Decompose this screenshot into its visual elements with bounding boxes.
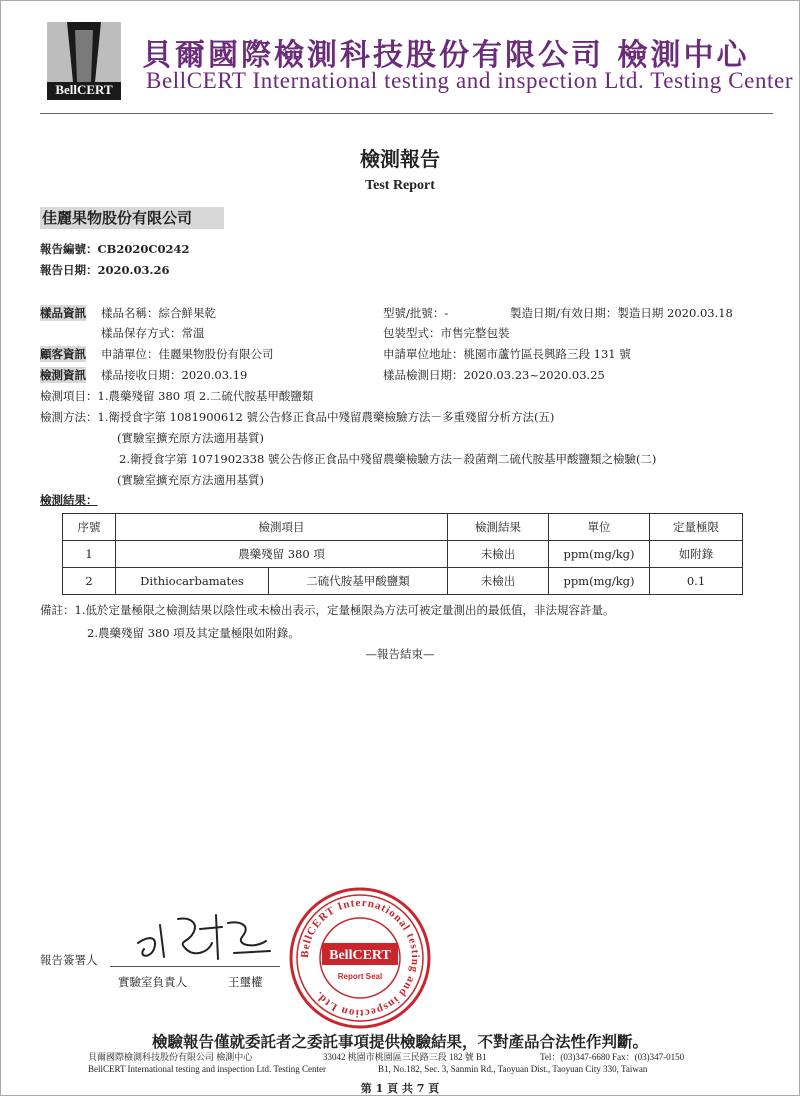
row1-no: 1	[63, 541, 116, 568]
header-no: 序號	[63, 514, 116, 541]
svg-text:Report Seal: Report Seal	[337, 972, 383, 981]
signer-role: 實驗室負責人	[118, 975, 187, 989]
report-number	[40, 241, 190, 257]
report-title-zh: 檢測報告	[360, 147, 440, 171]
row1-unit: ppm(mg/kg)	[549, 541, 650, 568]
applicant: 申請單位：佳麗果物股份有限公司	[101, 347, 274, 361]
customer-section-label: 顧客資訊	[40, 347, 86, 361]
company-name-en: BellCERT International testing and inspection Ltd. Testing Center	[146, 68, 794, 93]
header-item: 檢測項目	[116, 514, 448, 541]
report-title-en: Test Report	[365, 178, 435, 193]
bellcert-logo	[47, 22, 121, 100]
footer-address-en: B1, No.182, Sec. 3, Sanmin Rd., Taoyuan Dist., Taoyuan City 330, Taiwan	[378, 1064, 648, 1074]
header-unit: 單位	[549, 514, 650, 541]
table-header-row	[63, 514, 743, 541]
report-number-value: CB2020C0242	[97, 242, 190, 256]
row1-item: 農藥殘留 380 項	[116, 541, 448, 568]
report-date-label: 報告日期：	[40, 263, 98, 277]
page-number: 第 1 頁 共 7 頁	[360, 1082, 440, 1095]
row2-unit: ppm(mg/kg)	[549, 568, 650, 595]
client-name: 佳麗果物股份有限公司	[40, 207, 224, 229]
signer-label: 報告簽署人	[40, 953, 98, 967]
applicant-address: 申請單位地址：桃園市蘆竹區長興路三段 131 號	[383, 347, 631, 361]
test-items: 檢測項目：1.農藥殘留 380 項 2.二硫代胺基甲酸鹽類	[40, 389, 314, 403]
report-end: —報告結束—	[365, 647, 435, 661]
sample-name: 樣品名稱：綜合鮮果乾	[101, 306, 216, 320]
handwritten-signature	[130, 905, 280, 965]
sample-section-label: 樣品資訊	[40, 306, 86, 320]
bellcert-report-seal	[289, 887, 431, 1029]
table-row	[63, 541, 743, 568]
row2-item-en: Dithiocarbamates	[116, 568, 269, 595]
test-method-2: 2.衛授食字第 1071902338 號公告修正食品中殘留農藥檢驗方法－殺菌劑二硫代胺基甲酸鹽類之檢驗(二)	[119, 452, 657, 466]
test-method-2-note: (實驗室擴充原方法適用基質)	[117, 473, 264, 487]
row2-result: 未檢出	[448, 568, 549, 595]
header-divider	[40, 113, 773, 114]
sample-model: 型號/批號：-	[383, 306, 449, 320]
row1-result: 未檢出	[448, 541, 549, 568]
test-section-label: 檢測資訊	[40, 368, 86, 382]
company-name-zh: 貝爾國際檢測科技股份有限公司 檢測中心	[142, 38, 750, 73]
report-date	[40, 262, 170, 278]
sample-received-date: 樣品接收日期：2020.03.19	[101, 368, 248, 382]
sample-mfg-date: 製造日期/有效日期：製造日期 2020.03.18	[510, 306, 733, 320]
svg-text:BellCERT International testing: BellCERT International testing and inspection Ltd.	[298, 896, 422, 1020]
row2-loq: 0.1	[650, 568, 743, 595]
logo-text: BellCERT	[55, 82, 113, 97]
row2-no: 2	[63, 568, 116, 595]
footer-company-zh: 貝爾國際檢測科技股份有限公司 檢測中心	[88, 1052, 253, 1062]
footer-tel-fax: Tel：(03)347-6680 Fax：(03)347-0150	[540, 1052, 685, 1062]
footer-company-en: BellCERT International testing and inspection Ltd. Testing Center	[88, 1064, 326, 1074]
header-result: 檢測結果	[448, 514, 549, 541]
row2-item-zh: 二硫代胺基甲酸鹽類	[269, 568, 448, 595]
sample-package: 包裝型式：市售完整包裝	[383, 326, 510, 340]
report-number-label: 報告編號：	[40, 242, 98, 256]
header-loq: 定量極限	[650, 514, 743, 541]
table-row	[63, 568, 743, 595]
row1-loq: 如附錄	[650, 541, 743, 568]
svg-text:BellCERT: BellCERT	[329, 948, 391, 963]
note-2: 2.農藥殘留 380 項及其定量極限如附錄。	[87, 626, 300, 640]
footer-address-zh: 33042 桃園市桃園區三民路三段 182 號 B1	[323, 1052, 487, 1062]
footer-disclaimer: 檢驗報告僅就委託者之委託事項提供檢驗結果，不對產品合法性作判斷。	[151, 1033, 648, 1051]
report-date-value: 2020.03.26	[97, 263, 170, 277]
signer-name: 王璽權	[228, 975, 263, 989]
note-1: 備註：1.低於定量極限之檢測結果以陰性或未檢出表示，定量極限為方法可被定量測出的最低值，非法規容許量。	[40, 603, 615, 617]
sample-storage: 樣品保存方式：常溫	[101, 326, 205, 340]
test-method-1-note: (實驗室擴充原方法適用基質)	[117, 431, 264, 445]
results-table	[62, 513, 743, 595]
test-method-1: 檢測方法：1.衛授食字第 1081900612 號公告修正食品中殘留農藥檢驗方法－多重殘留分析方法(五)	[40, 410, 555, 424]
results-heading: 檢測結果：	[40, 493, 98, 507]
sample-test-date: 樣品檢測日期：2020.03.23~2020.03.25	[383, 368, 605, 382]
signature-line	[110, 966, 280, 967]
